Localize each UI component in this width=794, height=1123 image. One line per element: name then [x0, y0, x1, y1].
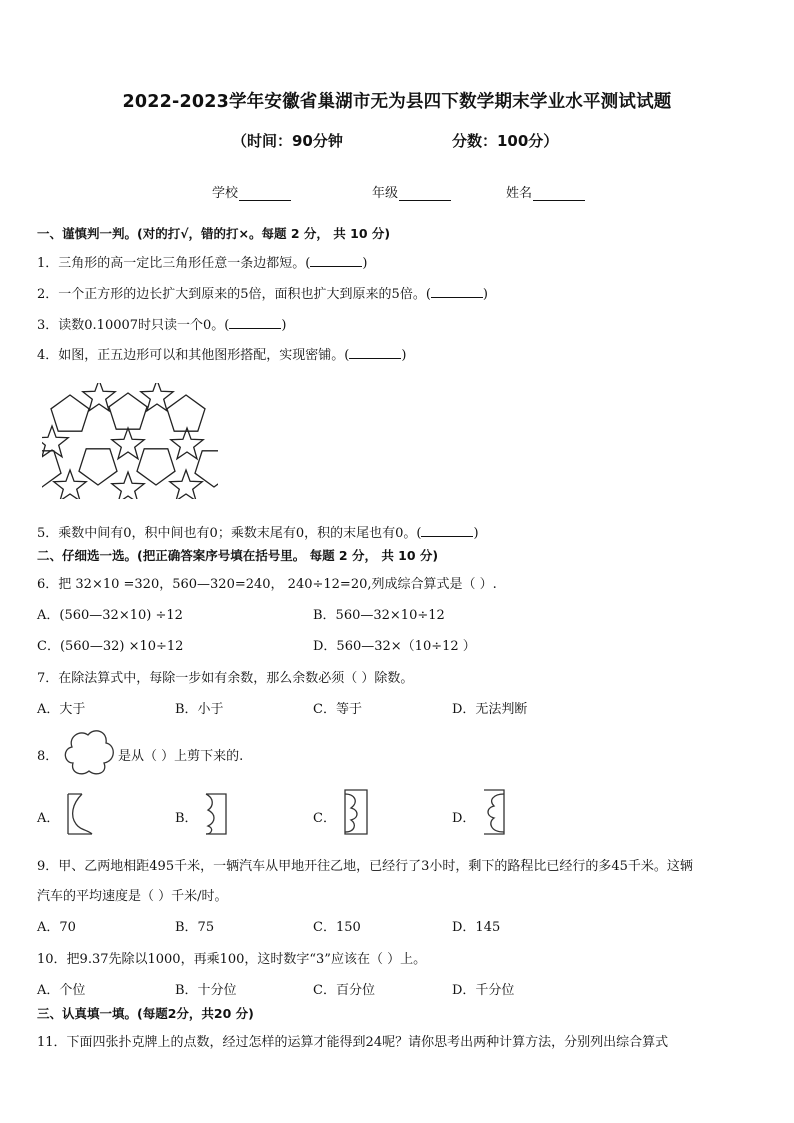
- q8-option-d[interactable]: D．: [452, 811, 476, 826]
- q8-option-c[interactable]: C．: [313, 811, 336, 826]
- pentagon-tessellation-figure: [42, 383, 218, 499]
- page-title: 2022-2023学年安徽省巢湖市无为县四下数学期末学业水平测试试题: [122, 92, 672, 112]
- school-label: 学校: [212, 186, 239, 201]
- q8-option-b[interactable]: B．: [175, 811, 198, 826]
- question-7: 7．在除法算式中，每除一步如有余数，那么余数必须（ ）除数。: [37, 671, 414, 686]
- answer-blank-4[interactable]: [349, 348, 401, 359]
- q7-option-d[interactable]: D．无法判断: [452, 702, 528, 717]
- question-1: 1．三角形的高一定比三角形任意一条边都短。( ): [37, 256, 368, 271]
- question-3: 3．读数0.10007时只读一个0。( ): [37, 318, 287, 333]
- q10-option-d[interactable]: D．千分位: [452, 983, 515, 998]
- section1-heading: 一、谨慎判一判。(对的打√，错的打×。每题 2 分， 共 10 分): [37, 226, 391, 241]
- q9-option-b[interactable]: B．75: [175, 920, 215, 935]
- q6-option-b[interactable]: B．560—32×10÷12: [313, 608, 445, 623]
- question-8-number: 8．: [37, 749, 59, 764]
- name-label: 姓名: [506, 186, 533, 201]
- q10-option-a[interactable]: A．个位: [37, 983, 86, 998]
- school-field[interactable]: [212, 182, 291, 201]
- question-9-line2: 汽车的平均速度是（ ）千米/时。: [37, 889, 228, 904]
- question-10: 10．把9.37先除以1000，再乘100，这时数字“3”应该在（ ）上。: [37, 952, 427, 967]
- question-2: 2．一个正方形的边长扩大到原来的5倍，面积也扩大到原来的5倍。( ): [37, 287, 488, 302]
- section2-heading: 二、仔细选一选。(把正确答案序号填在括号里。 每题 2 分， 共 10 分): [37, 548, 439, 563]
- grade-field[interactable]: [372, 182, 451, 201]
- question-11: 11．下面四张扑克牌上的点数，经过怎样的运算才能得到24呢？请你思考出两种计算方法，分别列出综合算式: [37, 1035, 669, 1050]
- q7-option-b[interactable]: B．小于: [175, 702, 224, 717]
- question-5: 5．乘数中间有0，积中间也有0；乘数末尾有0，积的末尾也有0。( ): [37, 526, 479, 541]
- q6-option-a[interactable]: A．(560—32×10) ÷12: [37, 608, 183, 623]
- q8-option-a[interactable]: A．: [37, 811, 60, 826]
- paper-fold-c-icon[interactable]: [337, 786, 373, 838]
- paper-fold-b-icon[interactable]: [200, 790, 236, 838]
- grade-label: 年级: [372, 186, 399, 201]
- paper-fold-d-icon[interactable]: [476, 786, 512, 838]
- q9-option-d[interactable]: D．145: [452, 920, 501, 935]
- grade-blank[interactable]: [399, 188, 451, 201]
- q7-option-c[interactable]: C．等于: [313, 702, 362, 717]
- name-field[interactable]: [506, 182, 585, 201]
- clover-shape-icon: [62, 727, 116, 777]
- answer-blank-1[interactable]: [310, 256, 362, 267]
- question-4: 4．如图，正五边形可以和其他图形搭配，实现密铺。( ): [37, 348, 407, 363]
- q6-option-c[interactable]: C．(560—32) ×10÷12: [37, 639, 184, 654]
- answer-blank-5[interactable]: [421, 526, 473, 537]
- question-6: 6．把 32×10 =320，560—320=240， 240÷12=20,列成综合算式是（ ）.: [37, 577, 497, 592]
- question-9-line1: 9．甲、乙两地相距495千米，一辆汽车从甲地开往乙地，已经行了3小时，剩下的路程比已经行的多45千米。这辆: [37, 859, 693, 874]
- q10-option-c[interactable]: C．百分位: [313, 983, 375, 998]
- question-8: 是从（ ）上剪下来的.: [118, 749, 244, 764]
- exam-time: （时间：90分钟: [232, 132, 343, 150]
- name-blank[interactable]: [533, 188, 585, 201]
- q6-option-d[interactable]: D．560—32×（10÷12 ）: [313, 639, 476, 654]
- q7-option-a[interactable]: A．大于: [37, 702, 86, 717]
- q10-option-b[interactable]: B．十分位: [175, 983, 237, 998]
- section3-heading: 三、认真填一填。(每题2分，共20 分): [37, 1006, 254, 1021]
- q9-option-a[interactable]: A．70: [37, 920, 76, 935]
- answer-blank-3[interactable]: [229, 318, 281, 329]
- exam-score: 分数：100分）: [452, 132, 559, 150]
- school-blank[interactable]: [239, 188, 291, 201]
- paper-fold-a-icon[interactable]: [62, 790, 98, 838]
- answer-blank-2[interactable]: [431, 287, 483, 298]
- q9-option-c[interactable]: C．150: [313, 920, 361, 935]
